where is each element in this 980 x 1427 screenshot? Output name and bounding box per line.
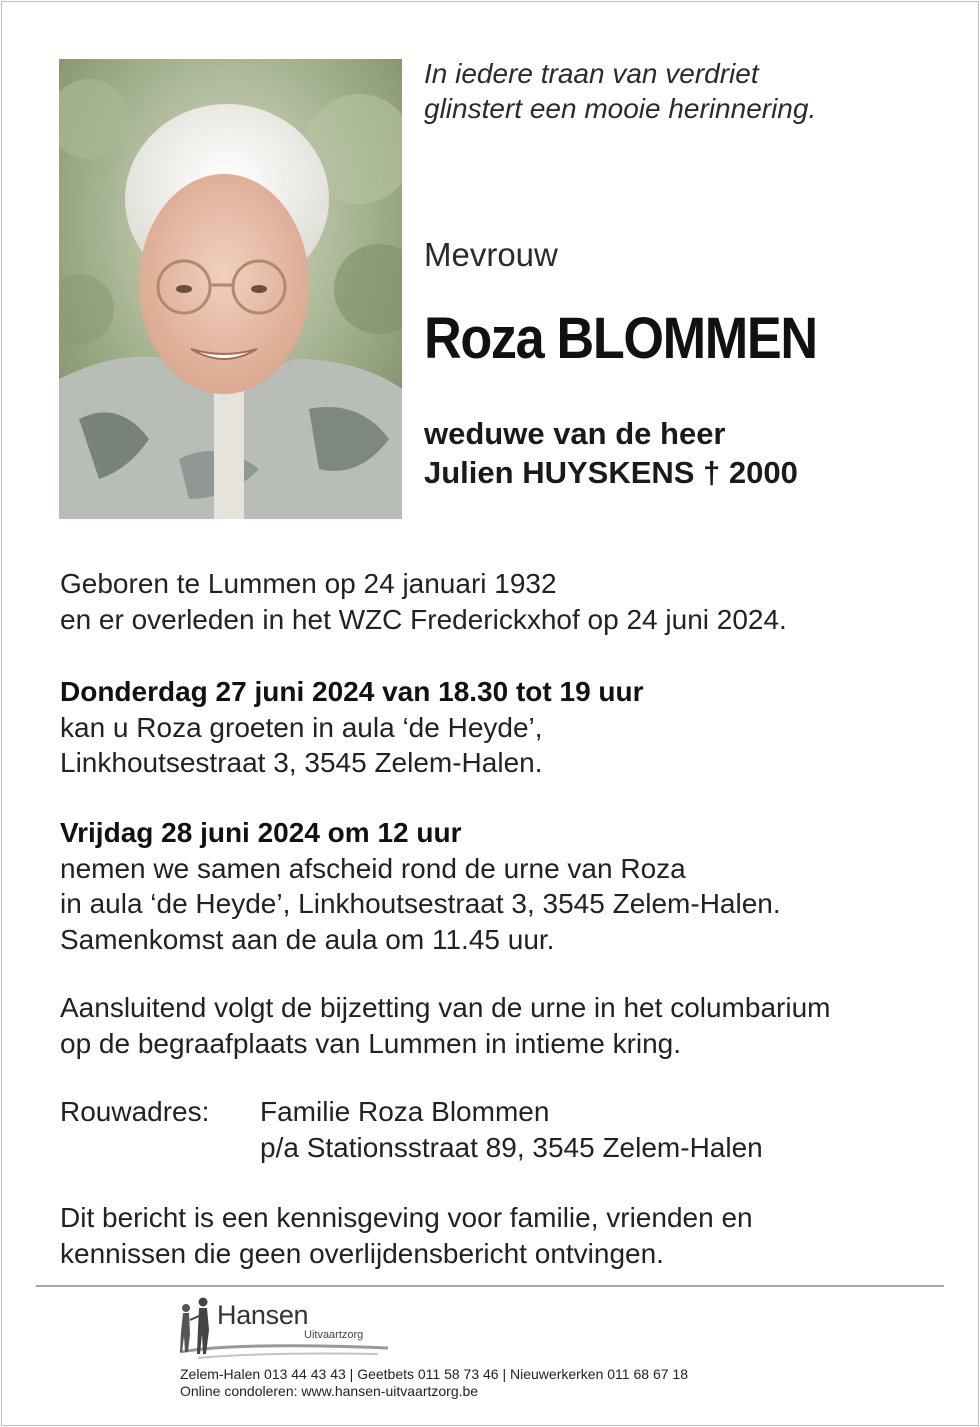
funeral-home-subtitle: Uitvaartzorg bbox=[304, 1329, 364, 1341]
online-condolence-link[interactable]: Online condoleren: www.hansen-uitvaartzorg.be bbox=[180, 1383, 479, 1399]
notice-line-1: Dit bericht is een kennisgeving voor familie, vrienden en bbox=[60, 1202, 753, 1233]
interment-section bbox=[60, 990, 940, 1061]
address-line-2: p/a Stationsstraat 89, 3545 Zelem-Halen bbox=[260, 1131, 763, 1163]
notice-section bbox=[60, 1200, 940, 1271]
memorial-quote bbox=[424, 56, 944, 126]
interment-line-2: op de begraafplaats van Lummen in intieme kring. bbox=[60, 1027, 682, 1059]
funeral-home-name: Hansen bbox=[217, 1300, 309, 1330]
viewing-heading: Donderdag 27 juni 2024 van 18.30 tot 19 uur bbox=[60, 676, 644, 707]
contact-phones: Zelem-Halen 013 44 43 43 | Geetbets 011 58 73 46 | Nieuwerkerken 011 68 67 18 bbox=[180, 1366, 688, 1382]
farewell-heading: Vrijdag 28 juni 2024 om 12 uur bbox=[60, 817, 462, 848]
address-lines bbox=[260, 1094, 763, 1165]
notice-line-2: kennissen die geen overlijdensbericht ontvingen. bbox=[60, 1237, 664, 1269]
birth-line: Geboren te Lummen op 24 januari 1932 bbox=[60, 568, 557, 599]
quote-line-2: glinstert een mooie herinnering. bbox=[424, 93, 817, 124]
portrait-photo bbox=[59, 59, 402, 519]
farewell-line-2: in aula ‘de Heyde’, Linkhoutsestraat 3, 3545 Zelem-Halen. bbox=[60, 888, 781, 919]
viewing-line-1: kan u Roza groeten in aula ‘de Heyde’, bbox=[60, 711, 543, 743]
footer-divider bbox=[36, 1285, 944, 1287]
viewing-section bbox=[60, 674, 940, 781]
farewell-line-1: nemen we samen afscheid rond de urne van Roza bbox=[60, 852, 686, 884]
address-label: Rouwadres: bbox=[60, 1096, 210, 1127]
viewing-line-2: Linkhoutsestraat 3, 3545 Zelem-Halen. bbox=[60, 747, 543, 778]
honorific: Mevrouw bbox=[424, 236, 558, 273]
address-line-1: Familie Roza Blommen bbox=[260, 1096, 550, 1127]
farewell-section bbox=[60, 815, 940, 957]
deceased-name: Roza BLOMMEN bbox=[424, 306, 817, 371]
spouse-info bbox=[424, 414, 798, 492]
farewell-line-3: Samenkomst aan de aula om 11.45 uur. bbox=[60, 923, 555, 955]
spouse-line-1: weduwe van de heer bbox=[424, 416, 726, 451]
birth-death-section bbox=[60, 566, 940, 637]
interment-line-1: Aansluitend volgt de bijzetting van de urne in het columbarium bbox=[60, 992, 831, 1023]
quote-line-1: In iedere traan van verdriet bbox=[424, 58, 759, 89]
death-line: en er overleden in het WZC Frederickxhof op 24 juni 2024. bbox=[60, 603, 787, 635]
footer-contacts bbox=[180, 1366, 688, 1400]
spouse-line-2: Julien HUYSKENS † 2000 bbox=[424, 455, 798, 490]
